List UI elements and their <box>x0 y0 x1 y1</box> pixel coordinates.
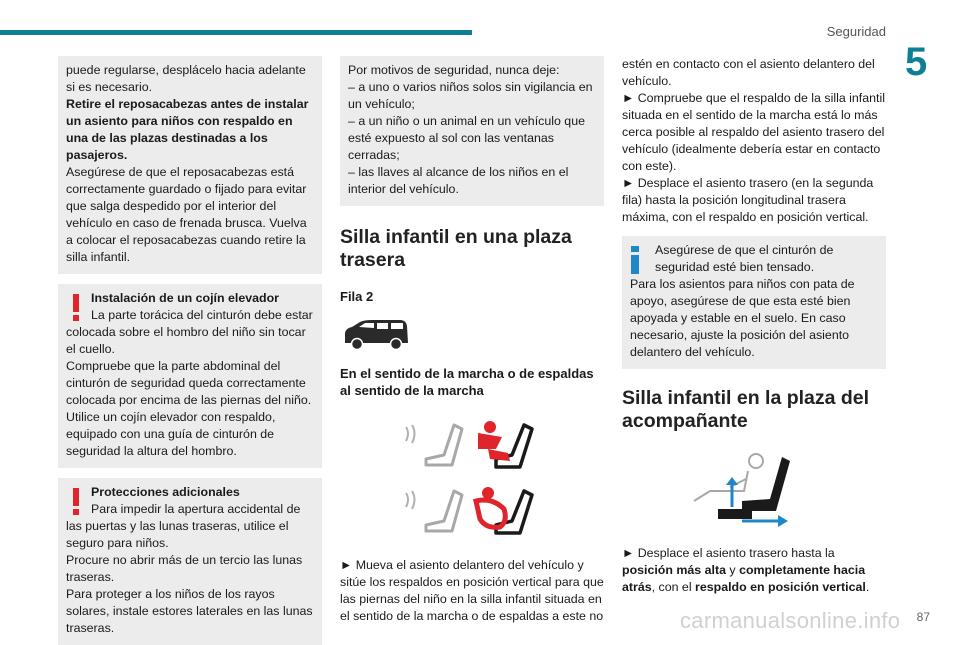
safety-never-leave-box <box>340 56 604 206</box>
paragraph: Compruebe que la parte abdominal del cinturón de seguridad queda correctamente colocada por encima de las piernas del niño. <box>66 359 312 407</box>
paragraph: ► Desplace el asiento trasero (en la segunda fila) hasta la posición longitudinal trasera máxima, con el respaldo en posición vertical. <box>622 176 874 224</box>
info-second-line: seguridad esté bien tensado. <box>655 260 815 274</box>
passenger-seat-adjustment-icon <box>686 451 796 529</box>
van-icon <box>342 319 410 351</box>
list-item: – las llaves al alcance de los niños en el interior del vehículo. <box>348 165 569 196</box>
paragraph: Utilice un cojín elevador con respaldo, equipado con una guía de cinturón de seguridad la altura del hombro. <box>66 410 276 458</box>
front-seat-forward-child-seat-icon <box>396 419 536 479</box>
paragraph: Para los asientos para niños con pata de apoyo, asegúrese de que esta esté bien apoyada y estable en el suelo. En caso necesario, ajuste la posición del asiento delantero del vehículo. <box>630 277 855 359</box>
info-first-line: Asegúrese de que el cinturón de <box>655 243 834 257</box>
info-icon <box>630 246 640 274</box>
warning-exclamation-icon <box>68 488 84 516</box>
warning-exclamation-icon <box>68 294 84 322</box>
booster-warning-box <box>58 284 322 468</box>
warning-first-line: La parte torácica del cinturón debe estar <box>91 308 313 322</box>
column-1 <box>58 56 322 645</box>
paragraph: Para proteger a los niños de los rayos solares, instale estores laterales en las lunas traseras. <box>66 587 313 635</box>
section-heading: Silla infantil en la plaza del acompañante <box>622 387 870 432</box>
list-item: – a un niño o un animal en un vehículo que esté expuesto al sol con las ventanas cerradas; <box>348 114 585 162</box>
paragraph: ► Desplace el asiento trasero hasta la posición más alta y completamente hacia atrás, con el respaldo en posición vertical. <box>622 546 870 594</box>
paragraph: las puertas y las lunas traseras, utilice el seguro para niños. <box>66 519 289 550</box>
paragraph: Asegúrese de que el reposacabezas está correctamente guardado o fijado para evitar que salga despedido por el interior del vehículo en caso de frenada brusca. Vuelva a colocar el reposacabezas cuando retire la silla infantil. <box>66 165 307 264</box>
subheading-row2: Fila 2 <box>340 289 374 304</box>
warning-first-line: Para impedir la apertura accidental de <box>91 502 301 516</box>
watermark: carmanualsonline.info <box>680 608 901 633</box>
section-title: Seguridad <box>826 24 886 39</box>
paragraph: ► Compruebe que el respaldo de la silla infantil situada en el sentido de la marcha está lo más cerca posible al respaldo del asiento trasero del vehículo (idealmente debería estar en contacto con este). <box>622 91 885 173</box>
column-3 <box>622 56 886 596</box>
list-item: – a uno o varios niños solos sin vigilancia en un vehículo; <box>348 80 593 111</box>
header-accent-bar <box>0 30 472 35</box>
warning-title: Protecciones adicionales <box>91 485 240 499</box>
warning-title: Instalación de un cojín elevador <box>91 291 279 305</box>
paragraph: Por motivos de seguridad, nunca deje: <box>348 63 560 77</box>
page-number: 87 <box>916 610 930 624</box>
section-heading: Silla infantil en una plaza trasera <box>340 226 572 271</box>
paragraph: estén en contacto con el asiento delantero del vehículo. <box>622 57 875 88</box>
headrest-note-box <box>58 56 322 274</box>
chapter-number: 5 <box>905 40 928 84</box>
front-seat-rearward-child-seat-icon <box>396 485 536 545</box>
paragraph: ► Mueva el asiento delantero del vehículo y sitúe los respaldos en posición vertical para que las piernas del niño en la silla infantil situada en el sentido de la marcha o de espaldas a este no <box>340 558 604 623</box>
subheading-direction: En el sentido de la marcha o de espaldas al sentido de la marcha <box>340 366 594 398</box>
paragraph: Procure no abrir más de un tercio las lunas traseras. <box>66 553 303 584</box>
paragraph-bold: Retire el reposacabezas antes de instalar un asiento para niños con respaldo en una de las plazas destinadas a los pasajeros. <box>66 97 309 162</box>
belt-info-box <box>622 236 886 369</box>
column-2 <box>340 56 604 625</box>
paragraph: puede regularse, desplácelo hacia adelante si es necesario. <box>66 63 306 94</box>
additional-protection-warning-box <box>58 478 322 645</box>
paragraph: colocada sobre el hombro del niño sin tocar el cuello. <box>66 325 306 356</box>
